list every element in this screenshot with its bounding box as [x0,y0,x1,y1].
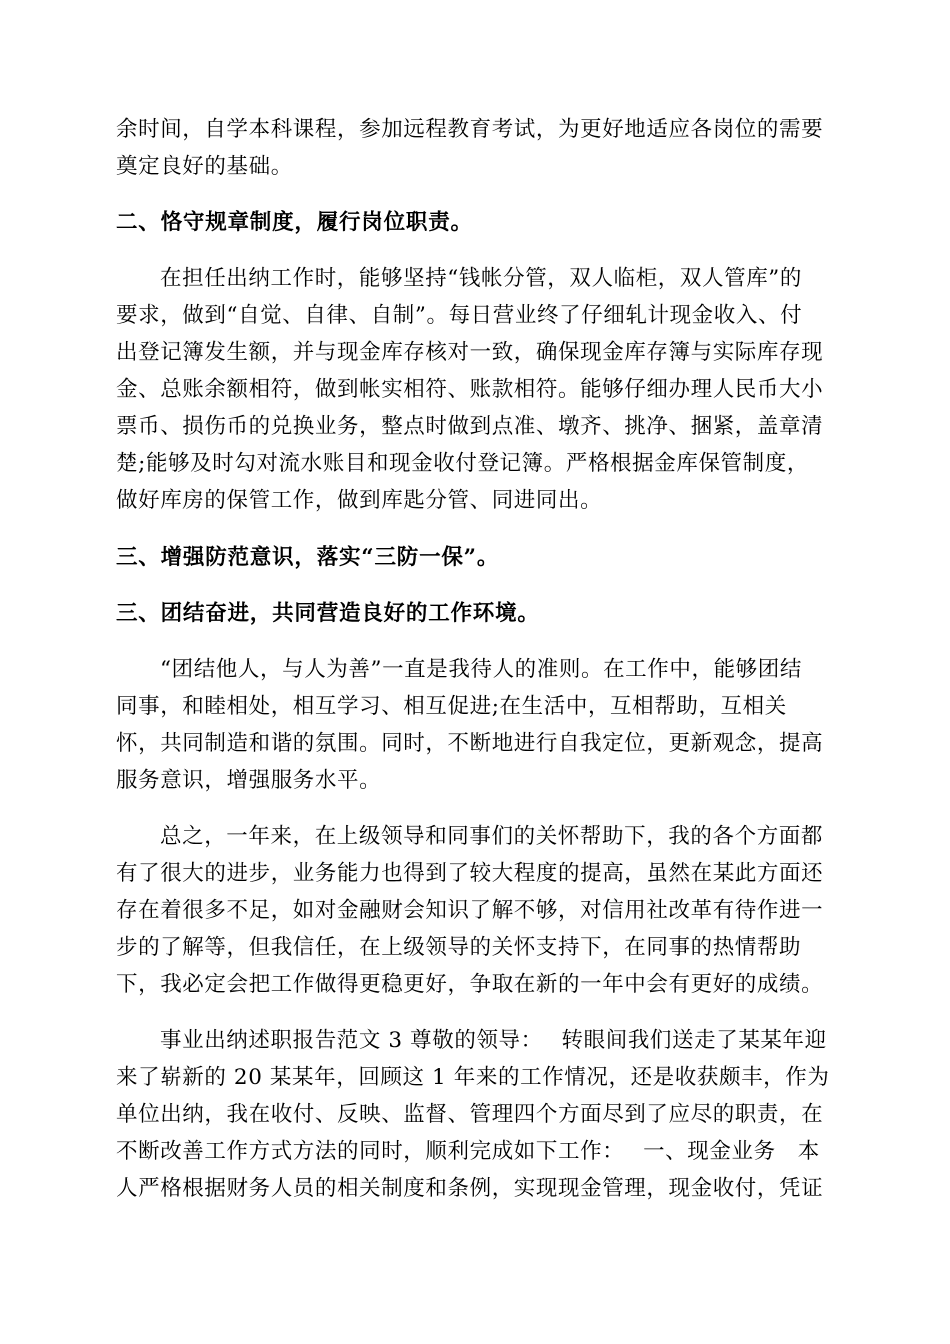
body-line: 同事，和睦相处，相互学习、相互促进;在生活中，互相帮助，互相关 [116,694,787,719]
body-line: 人严格根据财务人员的相关制度和条例，实现现金管理，现金收付，凭证 [116,1176,824,1201]
section-heading: 三、团结奋进，共同营造良好的工作环境。 [116,601,540,626]
body-line: 单位出纳，我在收付、反映、监督、管理四个方面尽到了应尽的职责，在 [116,1102,824,1127]
body-line: 存在着很多不足，如对金融财会知识了解不够，对信用社改革有待作进一 [116,898,824,923]
body-line: 奠定良好的基础。 [116,154,293,179]
body-line: 要求，做到“自觉、自律、自制”。每日营业终了仔细轧计现金收入、付 [116,303,803,328]
body-line: 服务意识，增强服务水平。 [116,768,382,793]
body-line: 余时间，自学本科课程，参加远程教育考试，为更好地适应各岗位的需要 [116,117,824,142]
body-line: 出登记簿发生额，并与现金库存核对一致，确保现金库存簿与实际库存现 [116,340,824,365]
body-line: 做好库房的保管工作，做到库匙分管、同进同出。 [116,488,603,513]
body-line: 来了崭新的 20 某某年，回顾这 1 年来的工作情况，还是收获颇丰，作为 [116,1065,830,1090]
body-line: 金、总账余额相符，做到帐实相符、账款相符。能够仔细办理人民币大小 [116,377,824,402]
body-line: 在担任出纳工作时，能够坚持“钱帐分管，双人临柜，双人管库”的 [160,266,802,291]
body-line: 事业出纳述职报告范文 3 尊敬的领导： 转眼间我们送走了某某年迎 [160,1028,827,1053]
body-line: 怀，共同制造和谐的氛围。同时，不断地进行自我定位，更新观念，提高 [116,731,824,756]
body-line: 下，我必定会把工作做得更稳更好，争取在新的一年中会有更好的成绩。 [116,972,824,997]
section-heading: 二、恪守规章制度，履行岗位职责。 [116,210,473,235]
body-line: 总之，一年来，在上级领导和同事们的关怀帮助下，我的各个方面都 [160,824,824,849]
body-line: 票币、损伤币的兑换业务，整点时做到点准、墩齐、挑净、捆紧，盖章清 [116,414,824,439]
body-line: 不断改善工作方式方法的同时，顺利完成如下工作： 一、现金业务 本 [116,1139,820,1164]
body-line: 步的了解等，但我信任，在上级领导的关怀支持下，在同事的热情帮助 [116,935,802,960]
body-line: 有了很大的进步，业务能力也得到了较大程度的提高，虽然在某此方面还 [116,861,824,886]
section-heading: 三、增强防范意识，落实“三防一保”。 [116,545,500,570]
body-line: 楚;能够及时勾对流水账目和现金收付登记簿。严格根据金库保管制度， [116,451,809,476]
body-line: “团结他人，与人为善”一直是我待人的准则。在工作中，能够团结 [160,657,802,682]
